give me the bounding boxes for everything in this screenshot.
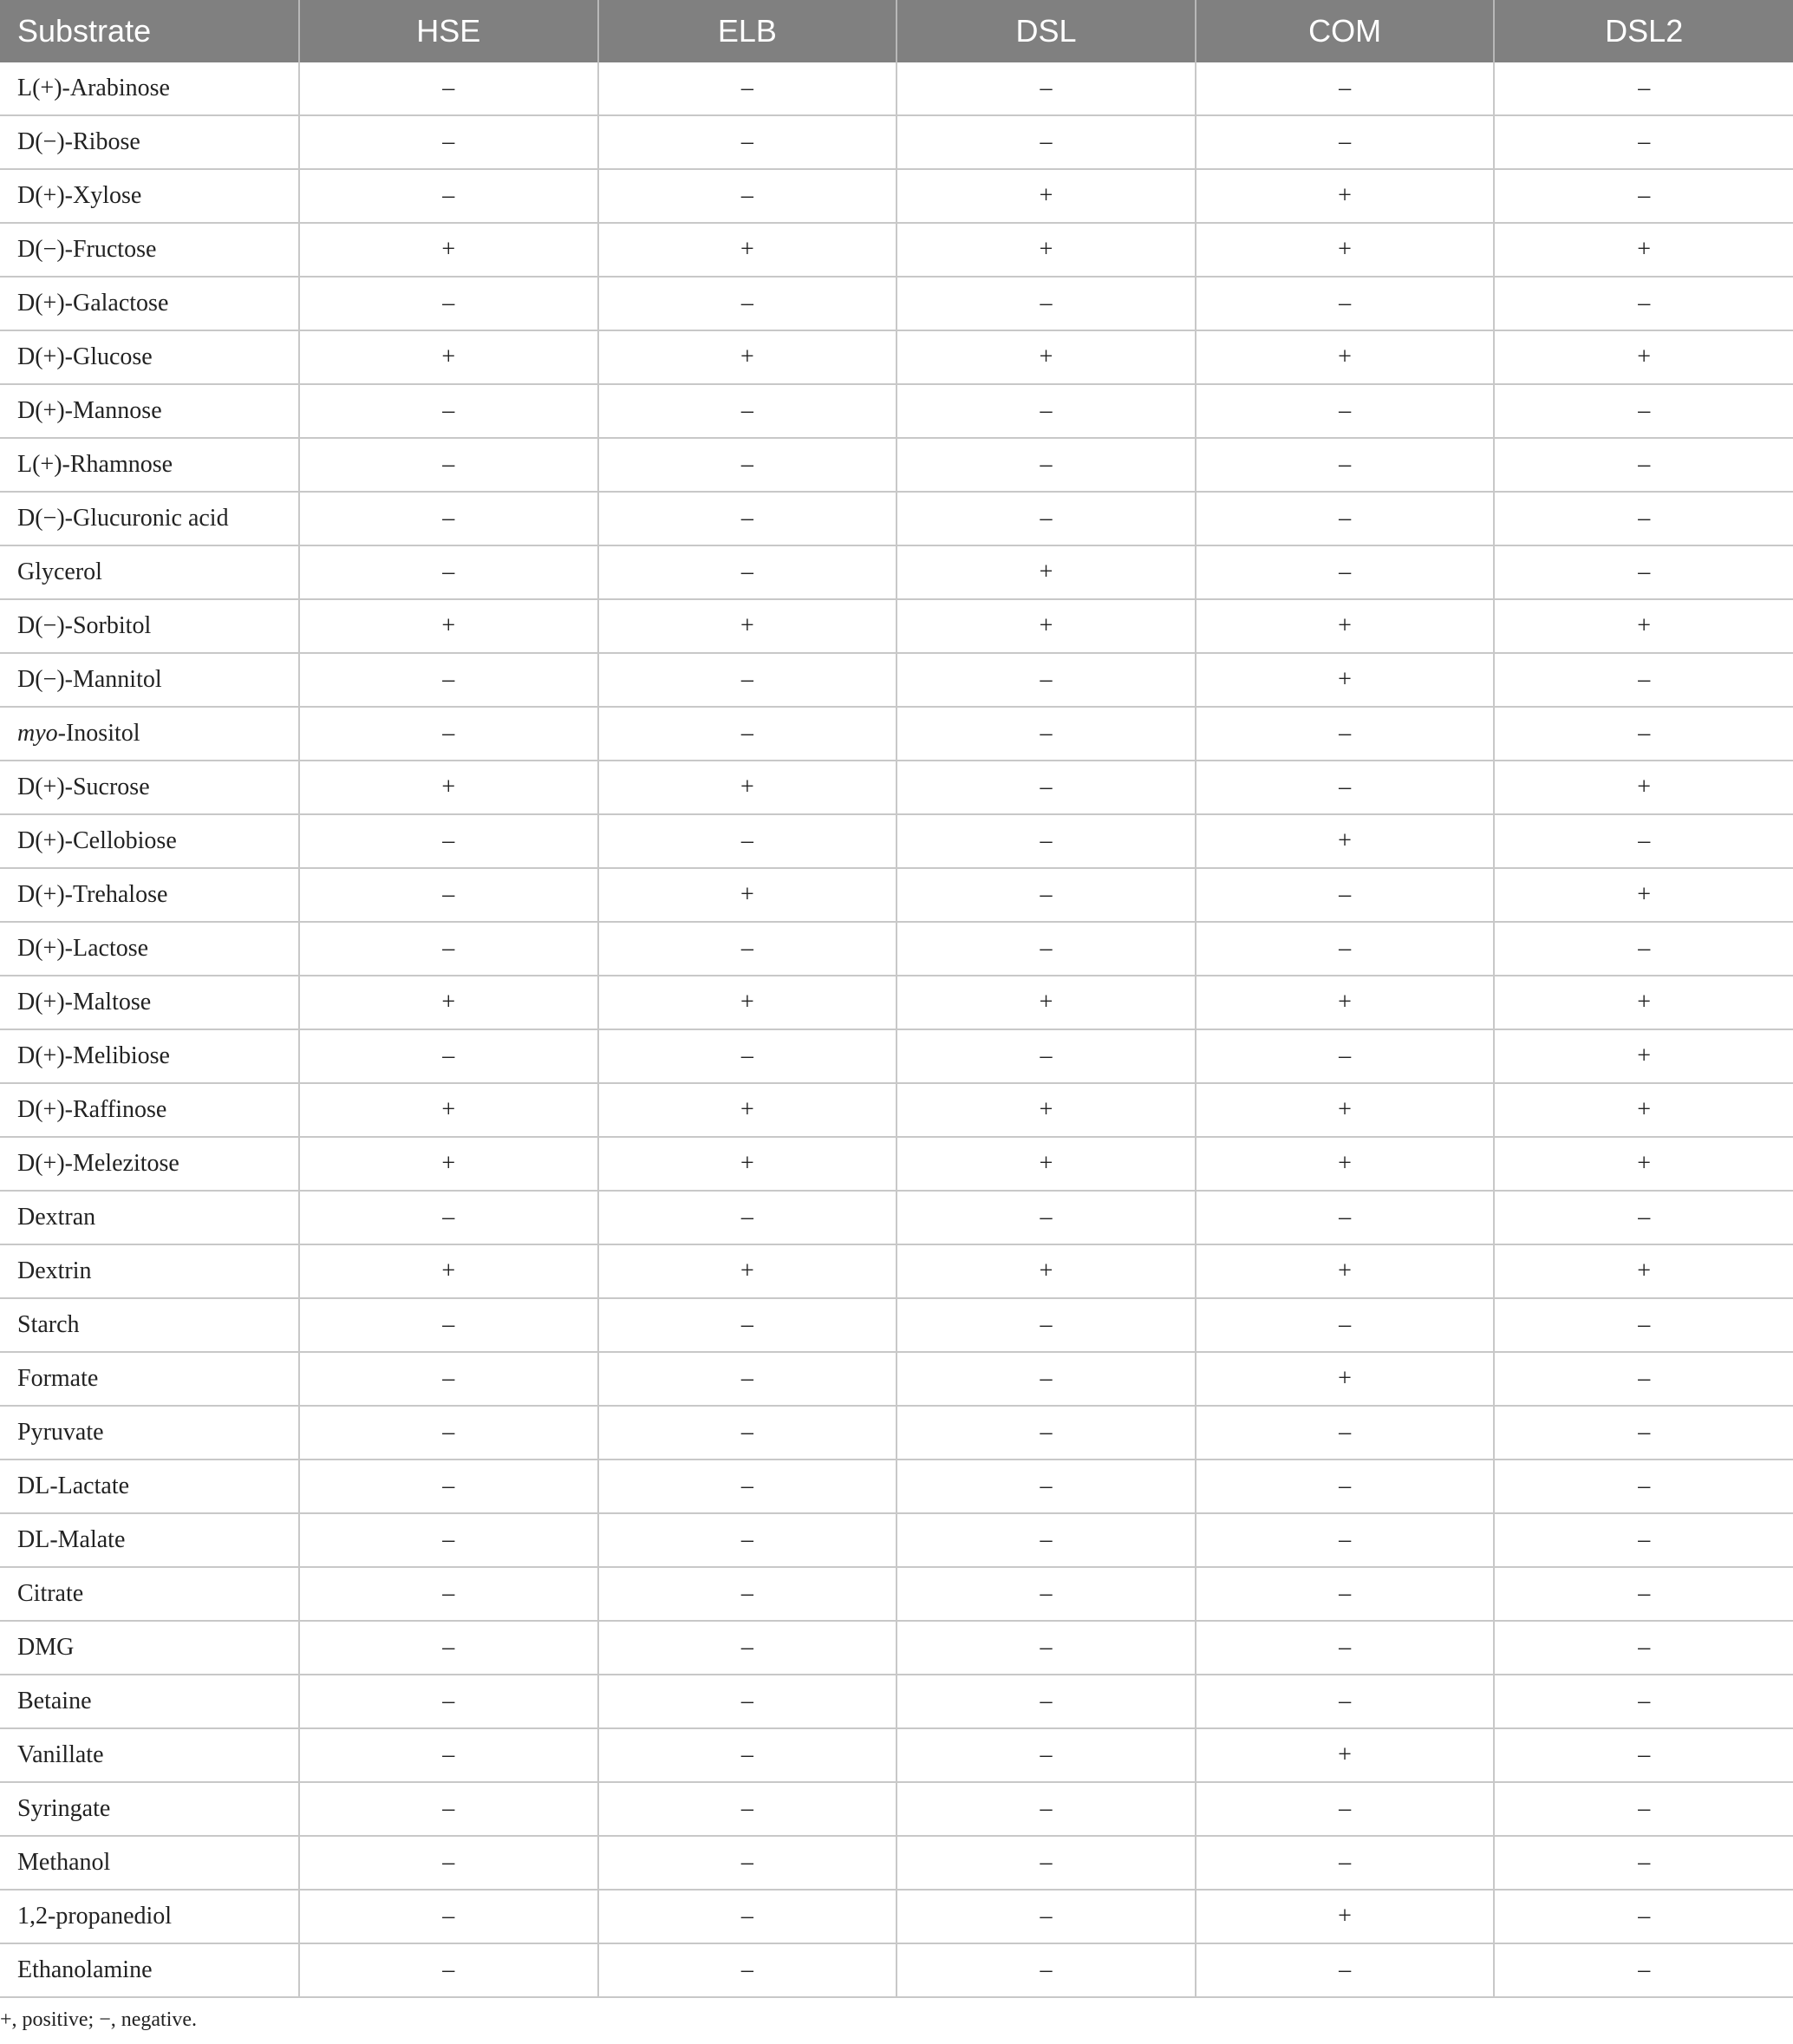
substrate-name-text: -Inositol: [57, 720, 140, 747]
result-cell-hse: –: [299, 1728, 598, 1782]
result-cell-hse: –: [299, 1029, 598, 1083]
result-cell-dsl: –: [896, 277, 1196, 330]
result-cell-com: –: [1196, 1298, 1495, 1352]
substrate-name-cell: [0, 545, 299, 599]
substrate-name-text: D(+)-Raffinose: [17, 1096, 167, 1123]
result-cell-com: –: [1196, 1513, 1495, 1567]
substrate-name-cell: [0, 1298, 299, 1352]
result-cell-dsl2: +: [1494, 599, 1793, 653]
table-row: [0, 277, 1793, 330]
result-cell-elb: +: [598, 761, 897, 814]
substrate-name-text: Formate: [17, 1365, 99, 1392]
result-cell-elb: –: [598, 545, 897, 599]
table-row: [0, 1352, 1793, 1406]
result-cell-com: –: [1196, 384, 1495, 438]
result-cell-elb: +: [598, 1083, 897, 1137]
substrate-name-cell: [0, 976, 299, 1029]
table-header-row: [0, 0, 1793, 62]
result-cell-elb: +: [598, 976, 897, 1029]
result-cell-hse: +: [299, 330, 598, 384]
table-row: [0, 1782, 1793, 1836]
result-cell-hse: +: [299, 599, 598, 653]
substrate-name-cell: [0, 1782, 299, 1836]
result-cell-dsl2: –: [1494, 1191, 1793, 1244]
table-row: [0, 1191, 1793, 1244]
result-cell-hse: +: [299, 761, 598, 814]
result-cell-elb: +: [598, 223, 897, 277]
result-cell-hse: –: [299, 438, 598, 492]
substrate-name-text: Citrate: [17, 1580, 84, 1607]
substrate-name-cell: [0, 1890, 299, 1943]
table-row: [0, 1836, 1793, 1890]
result-cell-elb: –: [598, 922, 897, 976]
result-cell-dsl: –: [896, 1191, 1196, 1244]
result-cell-dsl2: –: [1494, 62, 1793, 115]
result-cell-hse: –: [299, 1890, 598, 1943]
header-dsl2: DSL2: [1494, 0, 1793, 62]
table-row: [0, 438, 1793, 492]
result-cell-com: +: [1196, 169, 1495, 223]
result-cell-dsl: +: [896, 169, 1196, 223]
substrate-name-text: D(+)-Sucrose: [17, 774, 150, 800]
result-cell-hse: –: [299, 814, 598, 868]
result-cell-elb: –: [598, 707, 897, 761]
result-cell-com: –: [1196, 115, 1495, 169]
substrate-name-text: D(+)-Glucose: [17, 343, 153, 370]
result-cell-dsl: –: [896, 868, 1196, 922]
substrate-name-italic-prefix: myo: [17, 720, 58, 747]
substrate-name-text: D(−)-Fructose: [17, 236, 157, 263]
table-row: [0, 976, 1793, 1029]
result-cell-com: –: [1196, 1567, 1495, 1621]
substrate-name-text: Vanillate: [17, 1741, 104, 1768]
result-cell-hse: –: [299, 115, 598, 169]
substrate-name-text: D(+)-Trehalose: [17, 881, 168, 908]
result-cell-hse: –: [299, 1567, 598, 1621]
table-row: [0, 330, 1793, 384]
result-cell-dsl2: +: [1494, 1137, 1793, 1191]
result-cell-elb: +: [598, 599, 897, 653]
result-cell-dsl: –: [896, 1890, 1196, 1943]
result-cell-dsl2: –: [1494, 707, 1793, 761]
result-cell-dsl2: –: [1494, 814, 1793, 868]
substrate-name-cell: [0, 169, 299, 223]
result-cell-com: –: [1196, 438, 1495, 492]
result-cell-dsl: +: [896, 1244, 1196, 1298]
result-cell-dsl2: +: [1494, 868, 1793, 922]
table-row: [0, 1460, 1793, 1513]
table-row: [0, 1029, 1793, 1083]
table-row: [0, 492, 1793, 545]
result-cell-dsl: –: [896, 1352, 1196, 1406]
result-cell-elb: –: [598, 1621, 897, 1675]
substrate-name-text: Pyruvate: [17, 1419, 104, 1446]
result-cell-dsl2: –: [1494, 384, 1793, 438]
substrate-name-text: D(+)-Mannose: [17, 397, 162, 424]
result-cell-com: –: [1196, 707, 1495, 761]
result-cell-dsl: +: [896, 599, 1196, 653]
substrate-name-cell: [0, 1083, 299, 1137]
result-cell-hse: –: [299, 1191, 598, 1244]
substrate-name-cell: [0, 653, 299, 707]
result-cell-dsl: –: [896, 1513, 1196, 1567]
header-dsl: DSL: [896, 0, 1196, 62]
result-cell-dsl: –: [896, 653, 1196, 707]
result-cell-hse: –: [299, 922, 598, 976]
substrate-name-text: D(−)-Ribose: [17, 128, 140, 155]
result-cell-hse: –: [299, 492, 598, 545]
substrate-name-cell: [0, 599, 299, 653]
result-cell-dsl: –: [896, 761, 1196, 814]
result-cell-hse: –: [299, 1513, 598, 1567]
result-cell-hse: –: [299, 707, 598, 761]
result-cell-hse: –: [299, 277, 598, 330]
result-cell-dsl2: +: [1494, 976, 1793, 1029]
result-cell-com: –: [1196, 1029, 1495, 1083]
result-cell-hse: –: [299, 1298, 598, 1352]
result-cell-com: –: [1196, 1191, 1495, 1244]
result-cell-dsl: –: [896, 115, 1196, 169]
result-cell-com: +: [1196, 1352, 1495, 1406]
result-cell-dsl2: –: [1494, 1567, 1793, 1621]
substrate-name-cell: [0, 1406, 299, 1460]
result-cell-elb: –: [598, 1513, 897, 1567]
substrate-name-cell: [0, 868, 299, 922]
result-cell-dsl2: –: [1494, 115, 1793, 169]
result-cell-elb: –: [598, 1943, 897, 1997]
result-cell-dsl2: –: [1494, 1460, 1793, 1513]
result-cell-elb: –: [598, 1352, 897, 1406]
result-cell-dsl2: –: [1494, 1836, 1793, 1890]
result-cell-com: +: [1196, 330, 1495, 384]
result-cell-elb: –: [598, 384, 897, 438]
substrate-name-cell: [0, 1728, 299, 1782]
table-row: [0, 1943, 1793, 1997]
result-cell-com: +: [1196, 976, 1495, 1029]
table-row: [0, 1567, 1793, 1621]
result-cell-com: –: [1196, 868, 1495, 922]
result-cell-elb: +: [598, 330, 897, 384]
substrate-name-cell: [0, 223, 299, 277]
table-row: [0, 1137, 1793, 1191]
table-row: [0, 223, 1793, 277]
substrate-name-cell: [0, 1943, 299, 1997]
substrate-name-text: Methanol: [17, 1849, 111, 1876]
substrate-name-cell: [0, 384, 299, 438]
result-cell-hse: –: [299, 653, 598, 707]
result-cell-elb: –: [598, 62, 897, 115]
result-cell-elb: +: [598, 1137, 897, 1191]
result-cell-dsl: –: [896, 922, 1196, 976]
result-cell-dsl2: –: [1494, 169, 1793, 223]
table-row: [0, 1083, 1793, 1137]
result-cell-com: –: [1196, 1836, 1495, 1890]
result-cell-elb: –: [598, 1836, 897, 1890]
table-row: [0, 653, 1793, 707]
substrate-name-text: L(+)-Arabinose: [17, 75, 170, 101]
table-row: [0, 1728, 1793, 1782]
result-cell-elb: –: [598, 1406, 897, 1460]
result-cell-dsl: –: [896, 492, 1196, 545]
header-hse: HSE: [299, 0, 598, 62]
result-cell-elb: –: [598, 1675, 897, 1728]
table-row: [0, 1244, 1793, 1298]
result-cell-hse: –: [299, 1460, 598, 1513]
result-cell-com: –: [1196, 1782, 1495, 1836]
result-cell-com: +: [1196, 1728, 1495, 1782]
substrate-name-text: DL-Malate: [17, 1526, 126, 1553]
substrate-name-cell: [0, 1137, 299, 1191]
substrate-name-text: D(+)-Lactose: [17, 935, 149, 962]
substrate-name-text: Dextran: [17, 1204, 96, 1231]
substrate-name-text: Glycerol: [17, 558, 102, 585]
result-cell-com: –: [1196, 1460, 1495, 1513]
substrate-name-cell: [0, 1191, 299, 1244]
substrate-name-cell: [0, 277, 299, 330]
substrate-name-cell: [0, 438, 299, 492]
result-cell-dsl2: –: [1494, 653, 1793, 707]
result-cell-elb: –: [598, 1567, 897, 1621]
substrate-name-text: D(+)-Melibiose: [17, 1042, 170, 1069]
result-cell-dsl2: –: [1494, 922, 1793, 976]
table-row: [0, 1621, 1793, 1675]
substrate-name-text: D(+)-Melezitose: [17, 1150, 179, 1177]
table-body: [0, 62, 1793, 1997]
substrate-name-cell: [0, 707, 299, 761]
substrate-name-cell: [0, 814, 299, 868]
header-com: COM: [1196, 0, 1495, 62]
result-cell-dsl: –: [896, 1782, 1196, 1836]
result-cell-dsl2: –: [1494, 1352, 1793, 1406]
substrate-name-text: DMG: [17, 1634, 75, 1661]
result-cell-dsl2: –: [1494, 1943, 1793, 1997]
result-cell-dsl2: –: [1494, 1513, 1793, 1567]
substrate-name-cell: [0, 492, 299, 545]
result-cell-elb: –: [598, 169, 897, 223]
result-cell-com: +: [1196, 1083, 1495, 1137]
result-cell-dsl2: –: [1494, 1728, 1793, 1782]
table-row: [0, 761, 1793, 814]
result-cell-dsl2: –: [1494, 1890, 1793, 1943]
substrate-name-text: D(−)-Glucuronic acid: [17, 505, 229, 532]
result-cell-hse: –: [299, 384, 598, 438]
result-cell-dsl: –: [896, 438, 1196, 492]
result-cell-dsl2: +: [1494, 1029, 1793, 1083]
result-cell-elb: –: [598, 814, 897, 868]
result-cell-hse: +: [299, 976, 598, 1029]
result-cell-dsl: –: [896, 814, 1196, 868]
table-row: [0, 1298, 1793, 1352]
result-cell-elb: –: [598, 1191, 897, 1244]
result-cell-dsl: +: [896, 330, 1196, 384]
substrate-name-cell: [0, 1675, 299, 1728]
result-cell-elb: –: [598, 277, 897, 330]
result-cell-dsl: +: [896, 1083, 1196, 1137]
result-cell-com: –: [1196, 1621, 1495, 1675]
result-cell-dsl: –: [896, 1943, 1196, 1997]
substrate-name-text: Betaine: [17, 1688, 92, 1714]
result-cell-dsl2: –: [1494, 277, 1793, 330]
result-cell-elb: –: [598, 492, 897, 545]
substrate-name-text: D(+)-Cellobiose: [17, 827, 177, 854]
result-cell-com: –: [1196, 761, 1495, 814]
substrate-name-text: D(+)-Galactose: [17, 290, 169, 317]
substrate-name-cell: [0, 1567, 299, 1621]
result-cell-dsl: –: [896, 1675, 1196, 1728]
result-cell-com: +: [1196, 223, 1495, 277]
result-cell-hse: –: [299, 1782, 598, 1836]
table-row: [0, 814, 1793, 868]
table-row: [0, 1890, 1793, 1943]
result-cell-dsl: +: [896, 976, 1196, 1029]
result-cell-com: –: [1196, 922, 1495, 976]
result-cell-hse: –: [299, 1352, 598, 1406]
result-cell-elb: –: [598, 1728, 897, 1782]
substrate-name-text: D(+)-Xylose: [17, 182, 142, 209]
result-cell-elb: –: [598, 1298, 897, 1352]
substrate-name-text: L(+)-Rhamnose: [17, 451, 173, 478]
result-cell-dsl2: +: [1494, 1083, 1793, 1137]
result-cell-dsl: –: [896, 62, 1196, 115]
substrate-name-text: D(+)-Maltose: [17, 989, 152, 1015]
result-cell-dsl: –: [896, 384, 1196, 438]
table-row: [0, 384, 1793, 438]
result-cell-com: +: [1196, 1244, 1495, 1298]
header-substrate: Substrate: [0, 0, 299, 62]
result-cell-com: –: [1196, 62, 1495, 115]
substrate-name-text: Ethanolamine: [17, 1956, 153, 1983]
substrate-name-text: Syringate: [17, 1795, 111, 1822]
result-cell-hse: –: [299, 1406, 598, 1460]
result-cell-dsl: –: [896, 1406, 1196, 1460]
result-cell-dsl2: –: [1494, 492, 1793, 545]
result-cell-com: +: [1196, 653, 1495, 707]
result-cell-hse: –: [299, 1943, 598, 1997]
result-cell-dsl: +: [896, 545, 1196, 599]
result-cell-dsl: –: [896, 1567, 1196, 1621]
substrate-name-cell: [0, 1513, 299, 1567]
substrate-name-cell: [0, 62, 299, 115]
table-row: [0, 1406, 1793, 1460]
result-cell-dsl2: –: [1494, 438, 1793, 492]
result-cell-dsl2: –: [1494, 1406, 1793, 1460]
result-cell-hse: –: [299, 1675, 598, 1728]
table-row: [0, 922, 1793, 976]
substrate-name-cell: [0, 761, 299, 814]
result-cell-dsl: –: [896, 1029, 1196, 1083]
substrate-name-cell: [0, 1836, 299, 1890]
result-cell-dsl: +: [896, 223, 1196, 277]
result-cell-elb: –: [598, 1029, 897, 1083]
result-cell-hse: +: [299, 1244, 598, 1298]
header-elb: ELB: [598, 0, 897, 62]
result-cell-dsl2: +: [1494, 1244, 1793, 1298]
result-cell-hse: –: [299, 868, 598, 922]
result-cell-hse: +: [299, 1083, 598, 1137]
substrate-name-cell: [0, 922, 299, 976]
result-cell-hse: –: [299, 62, 598, 115]
result-cell-com: +: [1196, 1137, 1495, 1191]
table-row: [0, 115, 1793, 169]
substrate-name-cell: [0, 1029, 299, 1083]
substrate-name-text: Starch: [17, 1311, 80, 1338]
substrate-name-text: 1,2-propanediol: [17, 1903, 173, 1930]
result-cell-com: +: [1196, 1890, 1495, 1943]
result-cell-dsl2: +: [1494, 761, 1793, 814]
substrate-name-cell: [0, 1621, 299, 1675]
substrate-name-cell: [0, 330, 299, 384]
substrate-name-text: D(−)-Sorbitol: [17, 612, 152, 639]
table-row: [0, 868, 1793, 922]
result-cell-hse: –: [299, 1836, 598, 1890]
result-cell-dsl: –: [896, 1836, 1196, 1890]
result-cell-elb: –: [598, 115, 897, 169]
result-cell-dsl2: –: [1494, 1621, 1793, 1675]
result-cell-com: –: [1196, 492, 1495, 545]
result-cell-elb: +: [598, 868, 897, 922]
result-cell-dsl: –: [896, 1460, 1196, 1513]
substrate-name-cell: [0, 1352, 299, 1406]
table-row: [0, 169, 1793, 223]
result-cell-hse: +: [299, 223, 598, 277]
result-cell-com: –: [1196, 1406, 1495, 1460]
result-cell-com: +: [1196, 599, 1495, 653]
result-cell-dsl2: +: [1494, 330, 1793, 384]
table-row: [0, 1513, 1793, 1567]
result-cell-elb: –: [598, 653, 897, 707]
result-cell-dsl2: –: [1494, 545, 1793, 599]
result-cell-elb: –: [598, 1782, 897, 1836]
result-cell-elb: –: [598, 1460, 897, 1513]
result-cell-dsl: –: [896, 1621, 1196, 1675]
substrate-name-cell: [0, 115, 299, 169]
result-cell-elb: –: [598, 1890, 897, 1943]
table-footnote: +, positive; −, negative.: [0, 2008, 198, 2031]
table-row: [0, 599, 1793, 653]
table-row: [0, 707, 1793, 761]
result-cell-elb: +: [598, 1244, 897, 1298]
result-cell-com: –: [1196, 1675, 1495, 1728]
result-cell-hse: –: [299, 1621, 598, 1675]
result-cell-elb: –: [598, 438, 897, 492]
result-cell-dsl2: –: [1494, 1298, 1793, 1352]
result-cell-dsl2: –: [1494, 1782, 1793, 1836]
result-cell-com: –: [1196, 545, 1495, 599]
substrate-name-text: Dextrin: [17, 1257, 92, 1284]
result-cell-dsl: –: [896, 1728, 1196, 1782]
table-row: [0, 545, 1793, 599]
result-cell-dsl: +: [896, 1137, 1196, 1191]
substrate-name-cell: [0, 1244, 299, 1298]
result-cell-hse: +: [299, 1137, 598, 1191]
table-row: [0, 62, 1793, 115]
result-cell-hse: –: [299, 169, 598, 223]
result-cell-com: –: [1196, 277, 1495, 330]
substrate-name-text: D(−)-Mannitol: [17, 666, 162, 693]
result-cell-dsl2: +: [1494, 223, 1793, 277]
substrate-name-cell: [0, 1460, 299, 1513]
result-cell-dsl: –: [896, 707, 1196, 761]
result-cell-hse: –: [299, 545, 598, 599]
substrate-name-text: DL-Lactate: [17, 1473, 130, 1499]
result-cell-com: +: [1196, 814, 1495, 868]
result-cell-dsl: –: [896, 1298, 1196, 1352]
result-cell-com: –: [1196, 1943, 1495, 1997]
result-cell-dsl2: –: [1494, 1675, 1793, 1728]
table-row: [0, 1675, 1793, 1728]
